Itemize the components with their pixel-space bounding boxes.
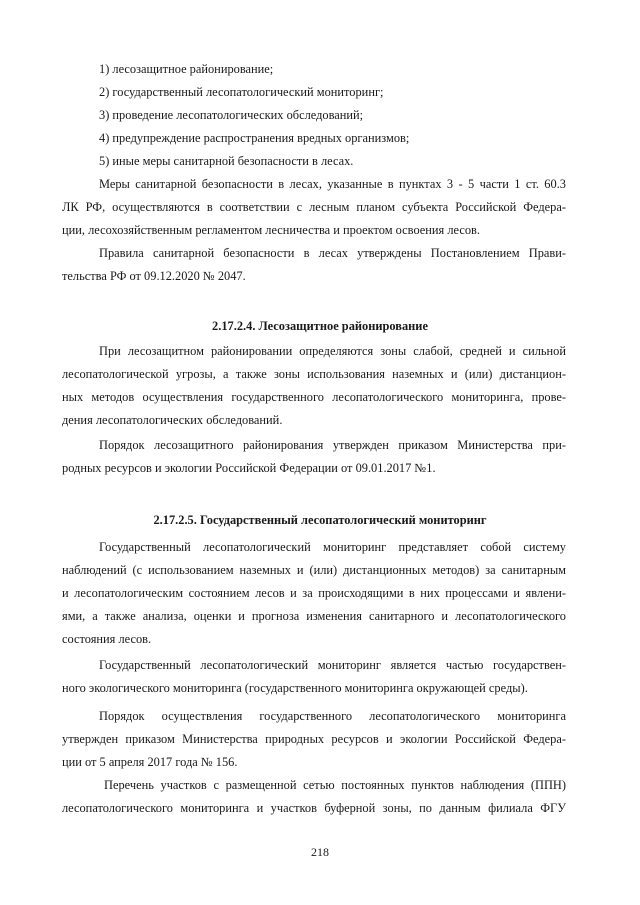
list-item: 3) проведение лесопатологических обследований; [99, 108, 364, 122]
paragraph-line: ями, а также анализа, оценки и прогноза изменения санитарного и лесопатологического [62, 609, 566, 623]
list-item: 2) государственный лесопатологический мониторинг; [99, 85, 384, 99]
paragraph-line: Порядок осуществления государственного лесопатологического мониторинга [99, 709, 566, 723]
paragraph-line: При лесозащитном районировании определяются зоны слабой, средней и сильной [99, 344, 566, 358]
paragraph-line: и лесопатологическим состоянием лесов и за происходящими в них процессами и явлени- [62, 586, 566, 600]
paragraph-line: лесопатологического мониторинга и участков буферной зоны, по данным филиала ФГУ [62, 801, 566, 815]
paragraph-line: Государственный лесопатологический мониторинг является частью государствен- [99, 658, 566, 672]
paragraph-line: наблюдений (с использованием наземных и (или) дистанционных методов) за санитарным [62, 563, 566, 577]
paragraph-line: состояния лесов. [62, 632, 152, 646]
paragraph-line: ции от 5 апреля 2017 года № 156. [62, 755, 238, 769]
section-heading: 2.17.2.5. Государственный лесопатологический мониторинг [153, 513, 487, 527]
list-item: 4) предупреждение распространения вредных организмов; [99, 131, 410, 145]
paragraph-line: Государственный лесопатологический мониторинг представляет собой систему [99, 540, 566, 554]
list-item: 5) иные меры санитарной безопасности в лесах. [99, 154, 354, 168]
paragraph-line: ЛК РФ, осуществляются в соответствии с лесным планом субъекта Российской Федера- [62, 200, 566, 214]
page-number: 218 [311, 845, 329, 859]
paragraph-line: дения лесопатологических обследований. [62, 413, 283, 427]
paragraph-line: лесопатологической угрозы, а также зоны использования наземных и (или) дистанцион- [62, 367, 566, 381]
paragraph-line: Перечень участков с размещенной сетью постоянных пунктов наблюдения (ППН) [104, 778, 566, 792]
paragraph-line: ции, лесохозяйственным регламентом лесничества и проектом освоения лесов. [62, 223, 480, 237]
paragraph-line: утвержден приказом Министерства природных ресурсов и экологии Российской Федера- [62, 732, 566, 746]
paragraph-line: тельства РФ от 09.12.2020 № 2047. [62, 269, 246, 283]
paragraph-line: родных ресурсов и экологии Российской Федерации от 09.01.2017 №1. [62, 461, 436, 475]
paragraph-line: Правила санитарной безопасности в лесах утверждены Постановлением Прави- [99, 246, 566, 260]
list-item: 1) лесозащитное районирование; [99, 62, 274, 76]
paragraph-line: ного экологического мониторинга (государственного мониторинга окружающей среды). [62, 681, 528, 695]
paragraph-line: Порядок лесозащитного районирования утвержден приказом Министерства при- [99, 438, 566, 452]
paragraph-line: Меры санитарной безопасности в лесах, указанные в пунктах 3 - 5 части 1 ст. 60.3 [99, 177, 566, 191]
paragraph-line: ных методов осуществления государственного лесопатологического мониторинга, прове- [62, 390, 566, 404]
section-heading: 2.17.2.4. Лесозащитное районирование [212, 319, 428, 333]
